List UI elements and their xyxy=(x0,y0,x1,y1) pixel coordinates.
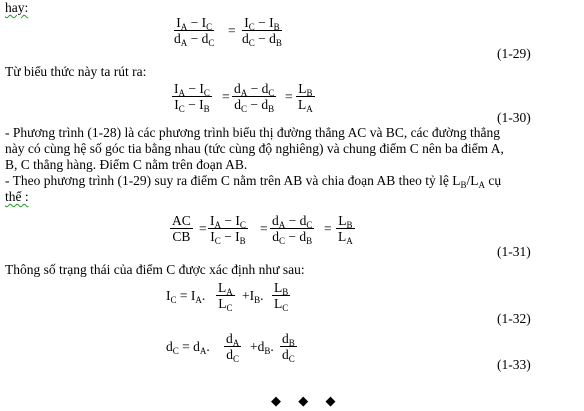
eq-1-29-rhs-fraction: $\frac{I_C - I_B}{d_C - d_B}$ xyxy=(242,15,282,48)
eq-1-33-frac-1: $\frac{d_A}{d_C}$ xyxy=(226,331,240,364)
equals-sign: = xyxy=(324,221,332,236)
equals-sign: = xyxy=(222,89,230,104)
equals-sign: = xyxy=(199,221,207,236)
eq-number-1-31: (1-31) xyxy=(497,244,531,259)
eq-number-1-30: (1-30) xyxy=(497,110,531,125)
paragraph-2-line-2: thể : xyxy=(5,189,29,204)
eq-1-31-frac-4: $\frac{L_B}{L_A}$ xyxy=(338,213,353,246)
eq-1-33-mid: $+d_B$. xyxy=(250,339,274,356)
subscript-b: B xyxy=(460,180,467,190)
paragraph-2-text: - Theo phương trình (1-29) suy ra điểm C nằm trên AB và chia đoạn AB theo tỷ lệ L xyxy=(5,173,461,188)
eq-number-1-33: (1-33) xyxy=(497,357,531,372)
cb-label: CB xyxy=(172,229,191,244)
eq-1-32-frac-2: $\frac{L_B}{L_C}$ xyxy=(274,280,289,313)
section-end-ornament: ◆ ◆ ◆ xyxy=(271,393,343,408)
eq-1-31-frac-3: $\frac{d_A - d_C}{d_C - d_B}$ xyxy=(272,213,313,246)
paragraph-1-line-1: - Phương trình (1-28) là các phương trình biểu thị đường thẳng AC và BC, các đường thẳng xyxy=(5,125,500,140)
eq-1-30-frac-2: $\frac{d_A - d_C}{d_C - d_B}$ xyxy=(234,81,275,114)
eq-1-31-frac-ac-cb xyxy=(170,213,193,244)
eq-1-31-frac-2: $\frac{I_A - I_C}{I_C - I_B}$ xyxy=(210,213,246,246)
eq-1-33-left: $d_C = d_A$. xyxy=(166,339,210,356)
eq-number-1-32: (1-32) xyxy=(497,311,531,326)
eq-1-33-frac-2: $\frac{d_B}{d_C}$ xyxy=(282,331,295,364)
intro-word: hay: xyxy=(5,0,29,15)
lead-text-state: Thông số trạng thái của điểm C được xác định như sau: xyxy=(5,262,305,277)
eq-1-29-lhs-fraction: $\frac{I_A - I_C}{d_A - d_C}$ xyxy=(174,15,215,48)
paragraph-1-line-2: này có cùng hệ số góc tia bằng nhau (tức cùng độ nghiêng) và chung điểm C nên ba điểm A, xyxy=(5,141,504,156)
equals-sign: = xyxy=(260,221,268,236)
ac-label: AC xyxy=(172,213,191,228)
eq-1-32-mid: $+I_B$. xyxy=(242,288,264,305)
slash-l: /L xyxy=(466,173,479,188)
equals-sign: = xyxy=(285,89,293,104)
paragraph-2-line-1 xyxy=(5,173,501,189)
equals-sign: = xyxy=(228,23,236,38)
eq-1-30-frac-3: $\frac{L_B}{L_A}$ xyxy=(298,81,313,114)
eq-1-32-left: $I_C = I_A$. xyxy=(166,288,206,305)
eq-1-32-frac-1: $\frac{L_A}{L_C}$ xyxy=(218,280,233,313)
eq-1-30-frac-1: $\frac{I_A - I_C}{I_C - I_B}$ xyxy=(174,81,210,114)
paragraph-1-line-3: B, C thẳng hàng. Điểm C nằm trên đoạn AB. xyxy=(5,157,248,172)
eq-number-1-29: (1-29) xyxy=(497,46,531,61)
lead-text-1-30: Từ biểu thức này ta rút ra: xyxy=(5,64,147,79)
paragraph-2-end: cụ xyxy=(485,173,502,188)
subscript-a: A xyxy=(478,180,486,190)
